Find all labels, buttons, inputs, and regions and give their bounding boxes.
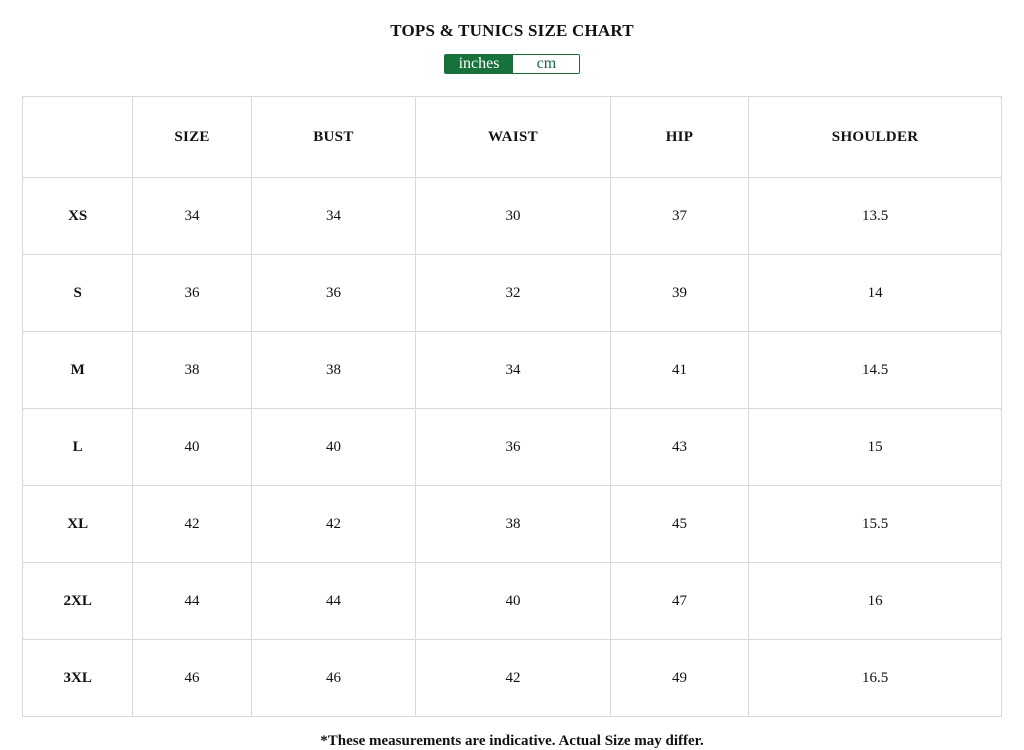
- cell-hip: 37: [610, 178, 748, 255]
- unit-option-inches[interactable]: inches: [445, 55, 514, 73]
- column-header-waist: WAIST: [416, 97, 611, 178]
- cell-waist: 34: [416, 332, 611, 409]
- cell-bust: 34: [251, 178, 416, 255]
- cell-bust: 46: [251, 640, 416, 717]
- row-label: L: [23, 409, 133, 486]
- table-row: [23, 409, 1002, 486]
- table-row: [23, 255, 1002, 332]
- cell-size: 38: [133, 332, 251, 409]
- table-header-row: [23, 97, 1002, 178]
- table-row: [23, 486, 1002, 563]
- cell-waist: 42: [416, 640, 611, 717]
- table-row: [23, 640, 1002, 717]
- cell-bust: 38: [251, 332, 416, 409]
- cell-hip: 47: [610, 563, 748, 640]
- table-body: [23, 178, 1002, 717]
- cell-hip: 39: [610, 255, 748, 332]
- cell-shoulder: 16.5: [749, 640, 1002, 717]
- cell-bust: 44: [251, 563, 416, 640]
- size-table: [22, 96, 1002, 717]
- cell-hip: 43: [610, 409, 748, 486]
- cell-bust: 36: [251, 255, 416, 332]
- cell-shoulder: 13.5: [749, 178, 1002, 255]
- cell-bust: 40: [251, 409, 416, 486]
- column-header-bust: BUST: [251, 97, 416, 178]
- cell-shoulder: 15.5: [749, 486, 1002, 563]
- cell-waist: 36: [416, 409, 611, 486]
- cell-size: 36: [133, 255, 251, 332]
- table-row: [23, 178, 1002, 255]
- footnote: *These measurements are indicative. Actual Size may differ.: [320, 733, 704, 749]
- column-header-size: SIZE: [133, 97, 251, 178]
- row-label: S: [23, 255, 133, 332]
- cell-size: 46: [133, 640, 251, 717]
- size-table-wrapper: [22, 96, 1002, 717]
- cell-waist: 30: [416, 178, 611, 255]
- page-title: TOPS & TUNICS SIZE CHART: [390, 21, 634, 40]
- cell-size: 44: [133, 563, 251, 640]
- row-label: XS: [23, 178, 133, 255]
- cell-hip: 41: [610, 332, 748, 409]
- unit-option-cm[interactable]: cm: [513, 55, 579, 73]
- cell-waist: 40: [416, 563, 611, 640]
- cell-waist: 32: [416, 255, 611, 332]
- cell-shoulder: 15: [749, 409, 1002, 486]
- table-row: [23, 332, 1002, 409]
- cell-size: 40: [133, 409, 251, 486]
- cell-hip: 45: [610, 486, 748, 563]
- column-header-shoulder: SHOULDER: [749, 97, 1002, 178]
- cell-bust: 42: [251, 486, 416, 563]
- row-label: M: [23, 332, 133, 409]
- table-header: [23, 97, 1002, 178]
- column-header-blank: [23, 97, 133, 178]
- cell-shoulder: 16: [749, 563, 1002, 640]
- row-label: 2XL: [23, 563, 133, 640]
- cell-shoulder: 14: [749, 255, 1002, 332]
- row-label: XL: [23, 486, 133, 563]
- unit-toggle[interactable]: [444, 54, 581, 74]
- row-label: 3XL: [23, 640, 133, 717]
- cell-size: 42: [133, 486, 251, 563]
- cell-size: 34: [133, 178, 251, 255]
- table-row: [23, 563, 1002, 640]
- cell-shoulder: 14.5: [749, 332, 1002, 409]
- column-header-hip: HIP: [610, 97, 748, 178]
- cell-waist: 38: [416, 486, 611, 563]
- cell-hip: 49: [610, 640, 748, 717]
